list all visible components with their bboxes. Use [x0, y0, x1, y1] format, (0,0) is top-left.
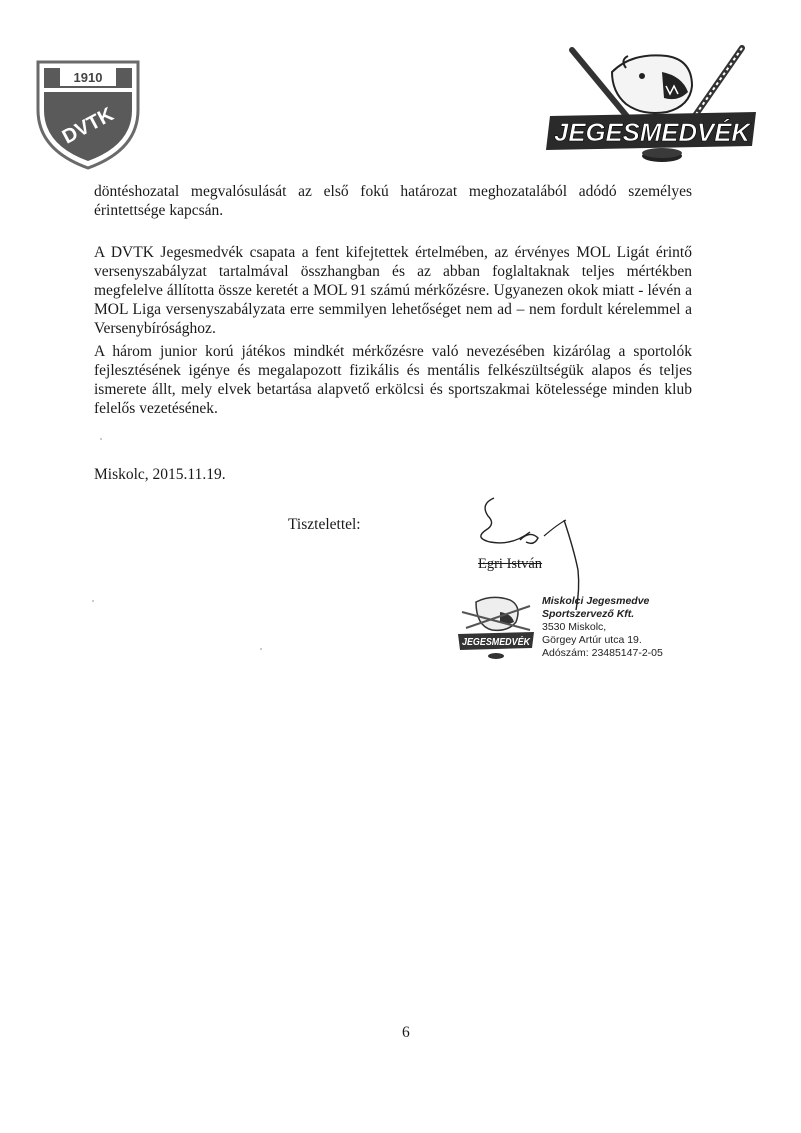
- scan-speck: [260, 648, 262, 650]
- paragraph-roster: [94, 243, 692, 338]
- paragraph-text: A DVTK Jegesmedvék csapata a fent kifejtettek értelmében, az érvényes MOL Ligát érintő versenyszabályzat tartalmával összhangban és az abban foglaltaknak teljes mértékben megfelelve állította össze keretét a MOL 91 számú mérkőzésre. Ugyanezen okok miatt - lévén a MOL Liga versenyszabályzata erre semmilyen lehetőséget nem ad – nem fordult kérelemmel a Versenybírósághoz.: [94, 244, 692, 337]
- dvtk-shield-logo: [30, 52, 146, 172]
- signer-name: Egri István: [478, 556, 543, 572]
- company-stamp-text: [542, 595, 663, 660]
- page-number: 6: [402, 1024, 410, 1041]
- stamp-tax-number: Adószám: 23485147-2-05: [542, 647, 663, 659]
- closing-salutation: Tisztelettel:: [288, 516, 361, 533]
- stamp-company-type: Sportszervező Kft.: [542, 608, 635, 620]
- stamp-logo-wordmark: JEGESMEDVÉK: [462, 637, 539, 648]
- paragraph-text: A három junior korú játékos mindkét mérkőzésre való nevezésében kizárólag a sportolók fejlesztésének igénye és megalapozott fizikális és mentális felkészültségük alapos és teljes ismerete állt, mely elvek betartása alapvető erkölcsi és sportszakmai kötelessége minden klub felelős vezetésének.: [94, 343, 692, 417]
- paragraph-continuation: [94, 182, 692, 220]
- stamp-company-name: Miskolci Jegesmedve: [542, 595, 650, 607]
- stamp-bear-logo: [452, 592, 540, 662]
- paragraph-text: döntéshozatal megvalósulását az első fokú határozat meghozatalából adódó személyes érintettsége kapcsán.: [94, 183, 692, 219]
- jegesmedvek-wordmark: JEGESMEDVÉK: [554, 119, 745, 147]
- stamp-street: Görgey Artúr utca 19.: [542, 634, 642, 646]
- dvtk-logo-initials: DVTK: [58, 103, 118, 149]
- place-and-date: Miskolc, 2015.11.19.: [94, 466, 226, 483]
- dvtk-logo-year: 1910: [73, 70, 103, 85]
- paragraph-juniors: [94, 342, 692, 418]
- scan-speck: [100, 438, 102, 440]
- stamp-postal-city: 3530 Miskolc,: [542, 621, 607, 633]
- jegesmedvek-bear-logo: [542, 42, 764, 166]
- scan-speck: [92, 600, 94, 602]
